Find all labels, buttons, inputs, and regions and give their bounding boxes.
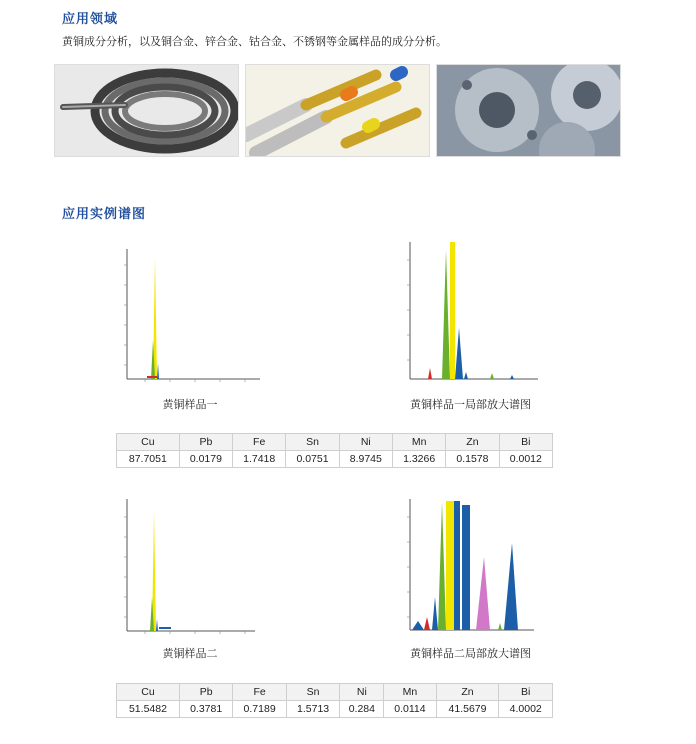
sample1-caption: 黄铜样品一 bbox=[162, 398, 218, 411]
application-description: 黄铜成分分析，以及铜合金、锌合金、钴合金、不锈钢等金属样品的成分分析。 bbox=[62, 35, 447, 48]
element-value: 0.0114 bbox=[384, 701, 436, 718]
element-header: Cu bbox=[117, 684, 180, 701]
table-header-row bbox=[117, 684, 553, 701]
sample1-zoom-spectrum-chart bbox=[398, 240, 543, 385]
sample2-spectrum-chart bbox=[115, 497, 260, 637]
sample1-composition-table bbox=[116, 433, 553, 468]
table-header-row bbox=[117, 434, 553, 451]
table-row bbox=[117, 451, 553, 468]
sample1-spectrum-chart bbox=[115, 245, 265, 385]
element-header: Fe bbox=[233, 684, 286, 701]
wire-coil-photo bbox=[54, 64, 239, 157]
sample2-zoom-caption: 黄铜样品二局部放大谱图 bbox=[410, 647, 531, 660]
element-header: Bi bbox=[499, 434, 552, 451]
element-value: 0.0012 bbox=[499, 451, 552, 468]
element-header: Pb bbox=[179, 684, 232, 701]
element-value: 87.7051 bbox=[117, 451, 180, 468]
element-value: 0.0751 bbox=[286, 451, 339, 468]
element-header: Sn bbox=[286, 684, 339, 701]
element-header: Mn bbox=[384, 684, 436, 701]
rca-connectors-photo bbox=[245, 64, 430, 157]
sample2-zoom-spectrum-chart bbox=[398, 497, 538, 637]
section-title-application: 应用领域 bbox=[62, 12, 119, 27]
element-header: Ni bbox=[340, 684, 384, 701]
table-row bbox=[117, 701, 553, 718]
element-value: 1.7418 bbox=[233, 451, 286, 468]
element-value: 0.3781 bbox=[179, 701, 232, 718]
element-header: Mn bbox=[392, 434, 445, 451]
section-title-spectra: 应用实例谱图 bbox=[62, 207, 147, 222]
sample2-composition-table bbox=[116, 683, 553, 718]
element-value: 4.0002 bbox=[499, 701, 553, 718]
element-value: 0.284 bbox=[340, 701, 384, 718]
element-header: Zn bbox=[436, 684, 499, 701]
element-value: 41.5679 bbox=[436, 701, 499, 718]
element-header: Zn bbox=[446, 434, 499, 451]
element-header: Fe bbox=[233, 434, 286, 451]
element-value: 51.5482 bbox=[117, 701, 180, 718]
sample1-zoom-caption: 黄铜样品一局部放大谱图 bbox=[410, 398, 531, 411]
element-value: 0.7189 bbox=[233, 701, 286, 718]
element-header: Bi bbox=[499, 684, 553, 701]
element-header: Cu bbox=[117, 434, 180, 451]
element-value: 0.1578 bbox=[446, 451, 499, 468]
element-header: Pb bbox=[179, 434, 232, 451]
element-value: 8.9745 bbox=[339, 451, 392, 468]
element-value: 1.5713 bbox=[286, 701, 339, 718]
element-header: Sn bbox=[286, 434, 339, 451]
element-value: 1.3266 bbox=[392, 451, 445, 468]
metal-flanges-photo bbox=[436, 64, 621, 157]
element-header: Ni bbox=[339, 434, 392, 451]
sample2-caption: 黄铜样品二 bbox=[162, 647, 218, 660]
element-value: 0.0179 bbox=[179, 451, 232, 468]
